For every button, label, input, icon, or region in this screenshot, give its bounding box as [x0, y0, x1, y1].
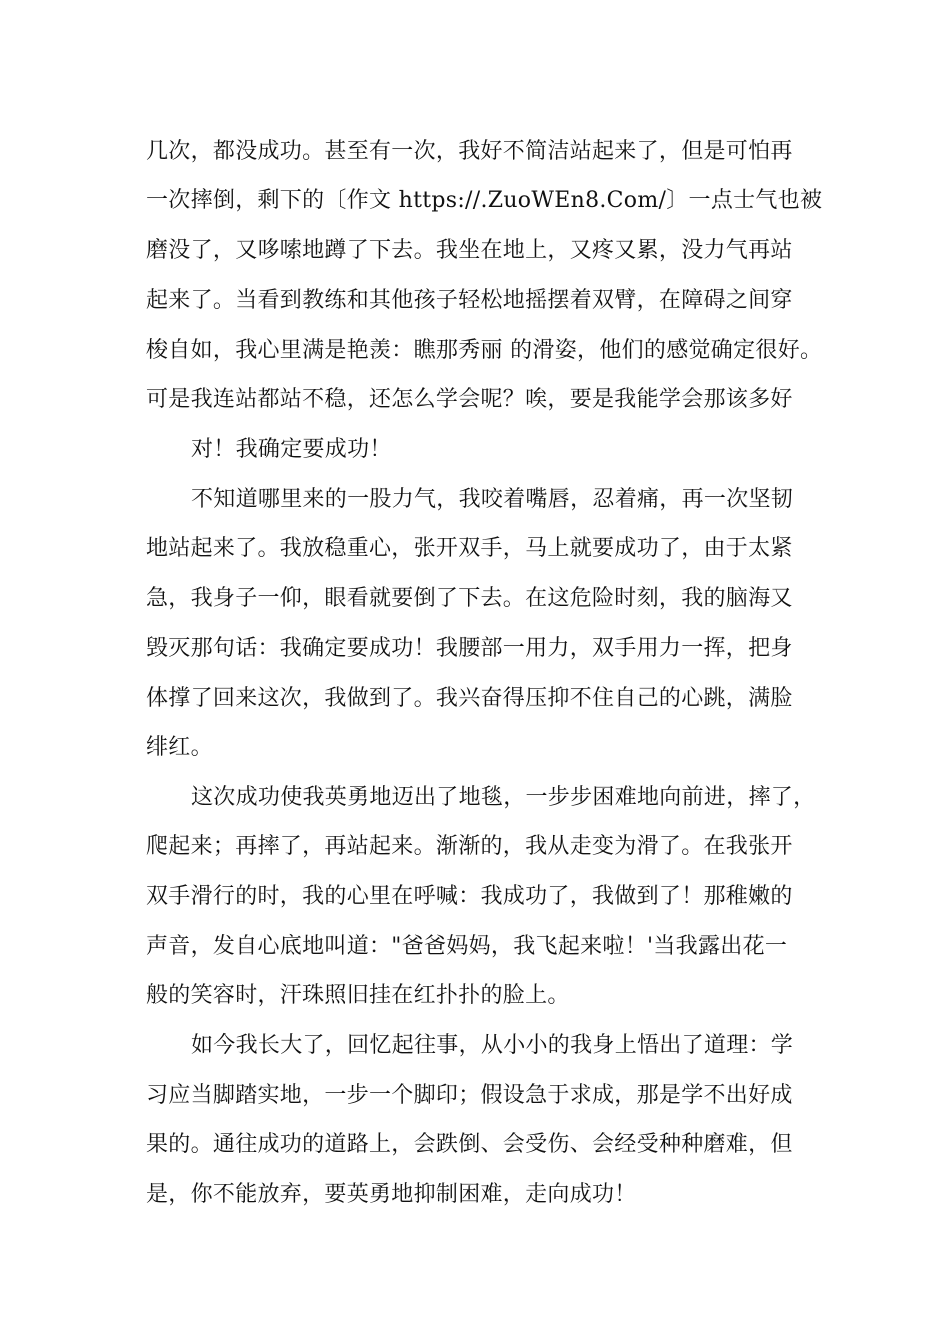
text-line: 地站起来了。我放稳重心，张开双手，马上就要成功了，由于太紧 — [146, 536, 793, 561]
text-line: 梭自如，我心里满是艳羡：瞧那秀丽 的滑姿，他们的感觉确定很好。 — [146, 338, 823, 363]
text-line: 爬起来；再摔了，再站起来。渐渐的，我从走变为滑了。在我张开 — [146, 834, 793, 859]
text-line: 几次，都没成功。甚至有一次，我好不简洁站起来了，但是可怕再 — [146, 139, 793, 164]
text-line: 绯红。 — [146, 735, 213, 760]
text-line: 对！我确定要成功！ — [191, 437, 392, 462]
text-line: 是，你不能放弃，要英勇地抑制困难，走向成功！ — [146, 1182, 637, 1207]
text-line: 不知道哪里来的一股力气，我咬着嘴唇，忍着痛，再一次坚韧 — [191, 487, 794, 512]
text-line: 般的笑容时，汗珠照旧挂在红扑扑的脸上。 — [146, 983, 570, 1008]
text-line: 如今我长大了，回忆起往事，从小小的我身上悟出了道理：学 — [191, 1033, 794, 1058]
text-line: 起来了。当看到教练和其他孩子轻松地摇摆着双臂，在障碍之间穿 — [146, 288, 793, 313]
text-line: 双手滑行的时，我的心里在呼喊：我成功了，我做到了！那稚嫩的 — [146, 884, 793, 909]
text-line: 毁灭那句话：我确定要成功！我腰部一用力，双手用力一挥，把身 — [146, 636, 793, 661]
text-line: 急，我身子一仰，眼看就要倒了下去。在这危险时刻，我的脑海又 — [146, 586, 793, 611]
text-line: 可是我连站都站不稳，还怎么学会呢？唉，要是我能学会那该多好 — [146, 387, 793, 412]
text-line: 声音，发自心底地叫道："爸爸妈妈，我飞起来啦！'当我露出花一 — [146, 934, 788, 959]
text-line: 磨没了，又哆嗦地蹲了下去。我坐在地上，又疼又累，没力气再站 — [146, 238, 793, 263]
text-line: 这次成功使我英勇地迈出了地毯，一步步困难地向前进，摔了， — [191, 785, 816, 810]
text-line: 体撑了回来这次，我做到了。我兴奋得压抑不住自己的心跳，满脸 — [146, 686, 793, 711]
text-line: 果的。通往成功的道路上，会跌倒、会受伤、会经受种种磨难，但 — [146, 1132, 793, 1157]
text-line: 一次摔倒，剩下的〔作文 https://.ZuoWEn8.Com/〕一点士气也被 — [146, 188, 823, 213]
text-line: 习应当脚踏实地，一步一个脚印；假设急于求成，那是学不出好成 — [146, 1083, 793, 1108]
